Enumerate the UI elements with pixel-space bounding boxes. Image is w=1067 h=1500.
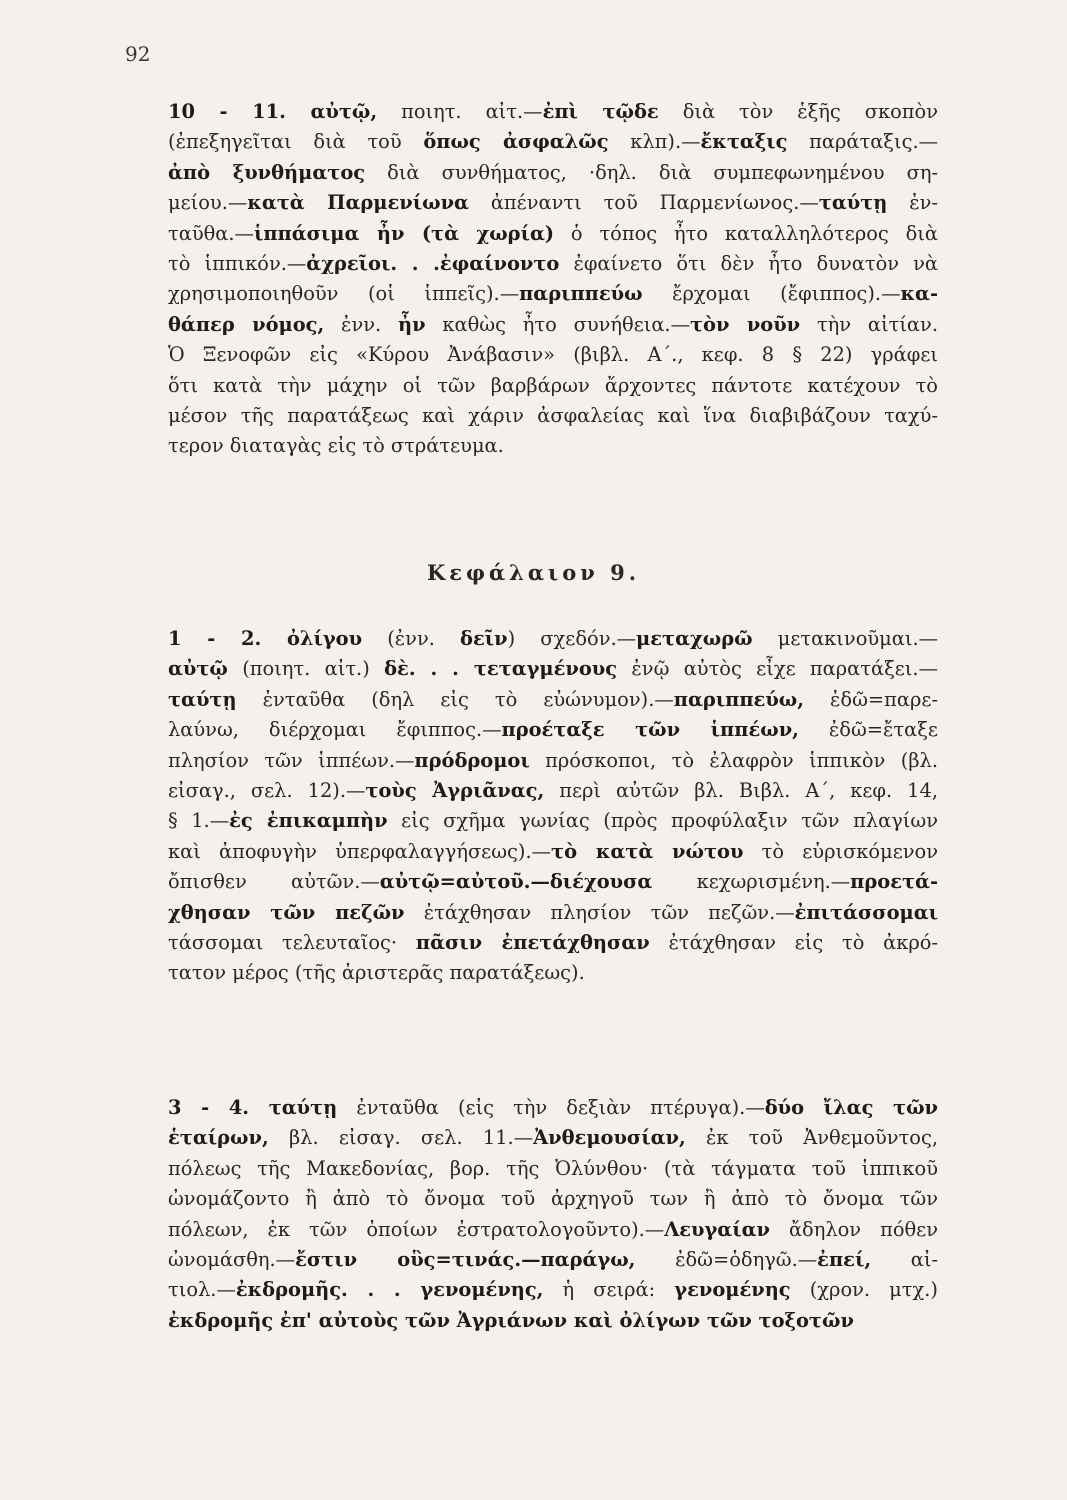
- bold-term: ἦν: [398, 312, 426, 336]
- bold-term: ἐπιτάσσομαι: [794, 900, 938, 924]
- gloss-text: ποιητ. αἰτ.—: [377, 100, 543, 123]
- gloss-text: πόλεως τῆς Μακεδονίας, βορ. τῆς Ὀλύνθου· (τὰ τάγματα τοῦ ἱππικοῦ: [168, 1156, 938, 1180]
- bold-term: προέταξε τῶν ἱππέων,: [501, 718, 799, 742]
- bold-term: Ἀνθεμουσίαν,: [533, 1126, 686, 1150]
- text-line: [168, 837, 938, 867]
- bold-term: τοὺς Ἀγριᾶνας,: [365, 778, 545, 802]
- gloss-text: εἰσαγ., σελ. 12).—: [168, 778, 366, 802]
- text-line: [168, 249, 938, 279]
- gloss-text: ἐν-: [887, 191, 938, 215]
- text-line: [168, 776, 938, 806]
- gloss-text: χρησιμοποιηθοῦν (οἱ ἱππεῖς).—: [168, 282, 520, 306]
- text-line: [168, 97, 938, 127]
- bold-term: ἔκταξις: [700, 130, 788, 154]
- gloss-text: ὠνομάσθη.—: [168, 1247, 296, 1271]
- text-line: [168, 746, 938, 776]
- gloss-text: κλπ).—: [608, 130, 701, 154]
- bold-term: τὸ κατὰ νώτου: [551, 839, 744, 863]
- bold-term: θάπερ νόμος,: [168, 312, 325, 336]
- bold-term: παριππεύω,: [673, 687, 804, 711]
- bold-term: μεταχωρῶ: [636, 627, 753, 650]
- paragraph-1-2-notes: [168, 624, 938, 989]
- text-line: [168, 431, 938, 461]
- bold-term: ὅπως ἀσφαλῶς: [423, 130, 609, 154]
- gloss-text: ἄδηλον πόθεν: [769, 1217, 938, 1241]
- bold-term: ἑταίρων,: [168, 1126, 269, 1150]
- gloss-text: ἐδῶ=ὁδηγῶ.—: [635, 1247, 818, 1271]
- text-line: [168, 685, 938, 715]
- bold-term: 10 - 11. αὐτῷ,: [168, 100, 378, 123]
- bold-term: δύο ἴλας τῶν: [764, 1096, 938, 1119]
- gloss-text: ἐνν.: [324, 312, 398, 336]
- gloss-text: τατον μέρος (τῆς ἀριστερᾶς παρατάξεως).: [168, 961, 585, 985]
- gloss-text: τάσσομαι τελευταῖος·: [168, 930, 416, 954]
- gloss-text: διὰ τὸν ἑξῆς σκοπὸν: [658, 100, 938, 123]
- bold-term: αὐτῷ=αὐτοῦ.—διέχουσα: [379, 870, 653, 894]
- bold-term: παριππεύω: [519, 282, 643, 306]
- gloss-text: διὰ συνθήματος, ·δηλ. διὰ συμπεφωνημένου ση-: [365, 160, 939, 184]
- text-line: [168, 1154, 938, 1184]
- gloss-text: βλ. εἰσαγ. σελ. 11.—: [268, 1126, 534, 1150]
- text-line: [168, 401, 938, 431]
- bold-term: δὲ. . . τεταγμένους: [384, 657, 618, 681]
- bold-term: ἱππάσιμα ἦν (τὰ χωρία): [253, 221, 555, 245]
- bold-term: γενομένης: [674, 1278, 791, 1302]
- gloss-text: § 1.—: [168, 809, 230, 833]
- gloss-text: μέσον τῆς παρατάξεως καὶ χάριν ἀσφαλείας καὶ ἵνα διαβιβάζουν ταχύ-: [168, 403, 938, 427]
- gloss-text: ἐνταῦθα (δηλ εἰς τὸ εὐώνυμον).—: [236, 687, 674, 711]
- gloss-text: ἔρχομαι (ἔφιππος).—: [642, 282, 901, 306]
- gloss-text: πόλεων, ἐκ τῶν ὁποίων ἐστρατολογοῦντο).—: [168, 1217, 665, 1241]
- bold-term: ταύτῃ: [168, 687, 237, 711]
- text-line: [168, 806, 938, 836]
- gloss-text: (ἐπεξηγεῖται διὰ τοῦ: [168, 130, 424, 154]
- gloss-text: ὁ τόπος ἦτο καταλληλότερος διὰ: [554, 221, 938, 245]
- text-line: [168, 1123, 938, 1153]
- bold-term: προετά-: [850, 870, 938, 894]
- gloss-text: Ὁ Ξενοφῶν εἰς «Κύρου Ἀνάβασιν» (βιβλ. Α΄., κεφ. 8 § 22) γράφει: [168, 343, 938, 367]
- gloss-text: αἰ-: [871, 1247, 938, 1271]
- bold-term: ἔστιν οὓς=τινάς.—παράγω,: [295, 1247, 636, 1271]
- gloss-text: ἐκ τοῦ Ἀνθεμοῦντος,: [685, 1126, 938, 1150]
- gloss-text: εἰς σχῆμα γωνίας (πρὸς προφύλαξιν τῶν πλαγίων: [387, 809, 938, 833]
- gloss-text: (ποιητ. αἰτ.): [227, 657, 385, 681]
- bold-term: ἀχρεῖοι. . .ἐφαίνοντο: [306, 251, 560, 275]
- text-line: [168, 1184, 938, 1214]
- bold-term: κα-: [900, 282, 938, 306]
- bold-term: ἐς ἐπικαμπὴν: [229, 809, 388, 833]
- bold-term: 3 - 4. ταύτῃ: [168, 1096, 338, 1119]
- bold-term: ἀπὸ ξυνθήματος: [168, 160, 366, 184]
- gloss-text: (ἐνν.: [362, 627, 461, 650]
- bold-term: ἐπὶ τῷδε: [542, 100, 659, 123]
- chapter-heading: Κεφάλαιον 9.: [426, 560, 641, 585]
- bold-term: πρόδρομοι: [414, 748, 530, 772]
- gloss-text: ἐτάχθησαν εἰς τὸ ἀκρό-: [649, 930, 938, 954]
- gloss-text: ἐνταῦθα (εἰς τὴν δεξιὰν πτέρυγα).—: [337, 1096, 765, 1119]
- gloss-text: ὅτι κατὰ τὴν μάχην οἱ τῶν βαρβάρων ἄρχοντες πάντοτε κατέχουν τὸ: [168, 373, 938, 397]
- bold-term: 1 - 2. ὀλίγου: [168, 627, 363, 650]
- gloss-text: κεχωρισμένη.—: [652, 870, 851, 894]
- bold-term: πᾶσιν ἐπετάχθησαν: [415, 930, 650, 954]
- bold-term: ἐκδρομῆς. . . γενομένης,: [235, 1278, 544, 1302]
- gloss-text: ἡ σειρά:: [543, 1278, 675, 1302]
- bold-term: κατὰ Παρμενίωνα: [247, 191, 469, 215]
- text-line: [168, 188, 938, 218]
- gloss-text: ταῦθα.—: [168, 221, 254, 245]
- gloss-text: μείου.—: [168, 191, 248, 215]
- text-line: [168, 1215, 938, 1245]
- gloss-text: ἐτάχθησαν πλησίον τῶν πεζῶν.—: [404, 900, 795, 924]
- bold-term: αὐτῷ: [168, 657, 228, 681]
- gloss-text: περὶ αὐτῶν βλ. Βιβλ. Α΄, κεφ. 14,: [544, 778, 938, 802]
- bold-term: Λευγαίαν: [664, 1217, 770, 1241]
- text-line: [168, 127, 938, 157]
- paragraph-3-4-notes: [168, 1093, 938, 1336]
- text-line: [168, 654, 938, 684]
- gloss-text: τὸ ἱππικόν.—: [168, 251, 307, 275]
- text-line: [168, 158, 938, 188]
- text-line: [168, 715, 938, 745]
- gloss-text: τερον διαταγὰς εἰς τὸ στράτευμα.: [168, 434, 504, 458]
- text-line: [168, 928, 938, 958]
- gloss-text: πλησίον τῶν ἱππέων.—: [168, 748, 415, 772]
- text-line: [168, 219, 938, 249]
- gloss-text: ἐφαίνετο ὅτι δὲν ἦτο δυνατὸν νὰ: [559, 251, 938, 275]
- paragraph-chapter8-notes: [168, 97, 938, 462]
- text-line: [168, 1093, 938, 1123]
- text-line: [168, 898, 938, 928]
- gloss-text: (χρον. μτχ.): [790, 1278, 938, 1302]
- gloss-text: λαύνω, διέρχομαι ἔφιππος.—: [168, 718, 502, 742]
- gloss-text: καὶ ἀποφυγὴν ὑπερφαλαγγήσεως).—: [168, 839, 552, 863]
- gloss-text: τιολ.—: [168, 1278, 236, 1302]
- gloss-text: ὠνομάζοντο ἢ ἀπὸ τὸ ὄνομα τοῦ ἀρχηγοῦ των ἢ ἀπὸ τὸ ὄνομα τῶν: [168, 1187, 938, 1211]
- gloss-text: ὄπισθεν αὐτῶν.—: [168, 870, 380, 894]
- gloss-text: τὸ εὑρισκόμενον: [743, 839, 939, 863]
- gloss-text: ἐδῶ=ἔταξε: [798, 718, 938, 742]
- gloss-text: παράταξις.—: [787, 130, 938, 154]
- text-line: [168, 340, 938, 370]
- text-line: [168, 1245, 938, 1275]
- gloss-text: πρόσκοποι, τὸ ἐλαφρὸν ἱππικὸν (βλ.: [529, 748, 938, 772]
- bold-term: δεῖν: [460, 627, 508, 650]
- gloss-text: ἐδῶ=παρε-: [804, 687, 939, 711]
- text-line: [168, 624, 938, 654]
- text-line: [168, 310, 938, 340]
- gloss-text: ἀπέναντι τοῦ Παρμενίωνος.—: [468, 191, 819, 215]
- bold-term: ἐκδρομῆς ἐπ' αὐτοὺς τῶν Ἀγριάνων καὶ ὀλίγων τῶν τοξοτῶν: [168, 1308, 854, 1332]
- gloss-text: ἐνῷ αὐτὸς εἶχε παρατάξει.—: [617, 657, 938, 681]
- gloss-text: ) σχεδόν.—: [507, 627, 637, 650]
- text-line: [168, 1306, 938, 1336]
- gloss-text: καθὼς ἦτο συνήθεια.—: [425, 312, 690, 336]
- text-line: [168, 958, 938, 988]
- gloss-text: τὴν αἰτίαν.: [800, 312, 938, 336]
- text-line: [168, 371, 938, 401]
- bold-term: ταύτῃ: [818, 191, 888, 215]
- bold-term: ἐπεί,: [817, 1247, 872, 1271]
- page-number: 92: [125, 42, 151, 66]
- gloss-text: μετακινοῦμαι.—: [752, 627, 939, 650]
- text-line: [168, 1275, 938, 1305]
- text-line: [168, 867, 938, 897]
- text-line: [168, 279, 938, 309]
- bold-term: τὸν νοῦν: [690, 312, 801, 336]
- bold-term: χθησαν τῶν πεζῶν: [168, 900, 405, 924]
